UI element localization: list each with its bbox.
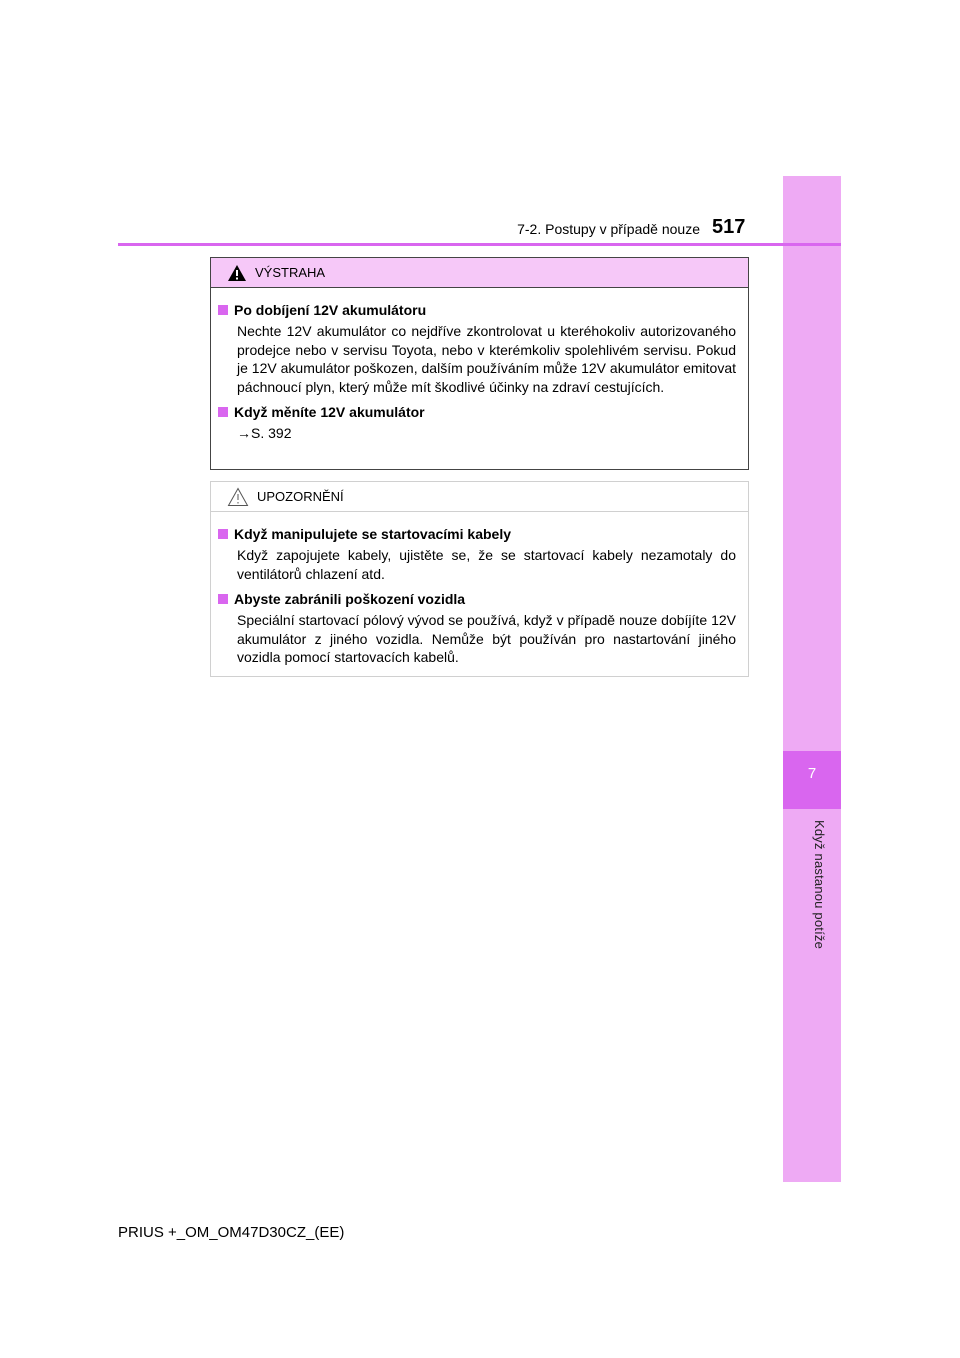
bullet-square-icon	[218, 529, 228, 539]
caution-item-title	[218, 589, 736, 609]
header-rule	[118, 243, 841, 246]
warning-item-title	[218, 300, 736, 320]
bullet-square-icon	[218, 305, 228, 315]
page-reference-link[interactable]: →S. 392	[237, 425, 292, 441]
warning-label: VÝSTRAHA	[255, 265, 326, 280]
caution-item-text: Když zapojujete kabely, ujistěte se, že se startovací kabely nezamotaly do ventilátorů chlazení atd.	[237, 547, 736, 582]
caution-item-title	[218, 524, 736, 544]
caution-label: UPOZORNĚNÍ	[257, 489, 344, 504]
warning-item-text: Nechte 12V akumulátor co nejdříve zkontrolovat u kteréhokoliv autorizovaného prodejce nebo v servisu Toyota, nebo v kterémkoliv spolehlivém servisu. Pokud je 12V akumulátor poškozen, dalším používáním může 12V akumulátor emitovat páchnoucí plyn, který může mít škodlivé účinky na zdraví cestujících.	[237, 323, 736, 395]
warning-header	[211, 258, 748, 288]
warning-icon	[227, 264, 247, 282]
caution-header	[211, 482, 748, 512]
chapter-title: Když nastanou potíže	[812, 820, 827, 950]
item-title-text: Když měníte 12V akumulátor	[234, 404, 425, 420]
side-tab	[783, 176, 841, 1182]
warning-box	[210, 257, 749, 470]
page-number: 517	[712, 216, 746, 238]
item-title-text: Po dobíjení 12V akumulátoru	[234, 302, 427, 318]
item-title-text: Když manipulujete se startovacími kabely	[234, 526, 511, 542]
bullet-square-icon	[218, 407, 228, 417]
chapter-number: 7	[807, 765, 817, 782]
item-title-text: Abyste zabránili poškození vozidla	[234, 591, 466, 607]
bullet-square-icon	[218, 594, 228, 604]
document-id: PRIUS +_OM_OM47D30CZ_(EE)	[118, 1224, 345, 1241]
caution-box	[210, 481, 749, 677]
warning-item-title	[218, 402, 736, 422]
caution-icon	[227, 487, 249, 507]
caution-item-text: Speciální startovací pólový vývod se používá, když v případě nouze dobíjíte 12V akumulátor z jiného vozidla. Nemůže být používán pro nastartování jiného vozidla pomocí startovacích kabelů.	[237, 612, 736, 665]
section-name: 7-2. Postupy v případě nouze	[517, 221, 700, 237]
